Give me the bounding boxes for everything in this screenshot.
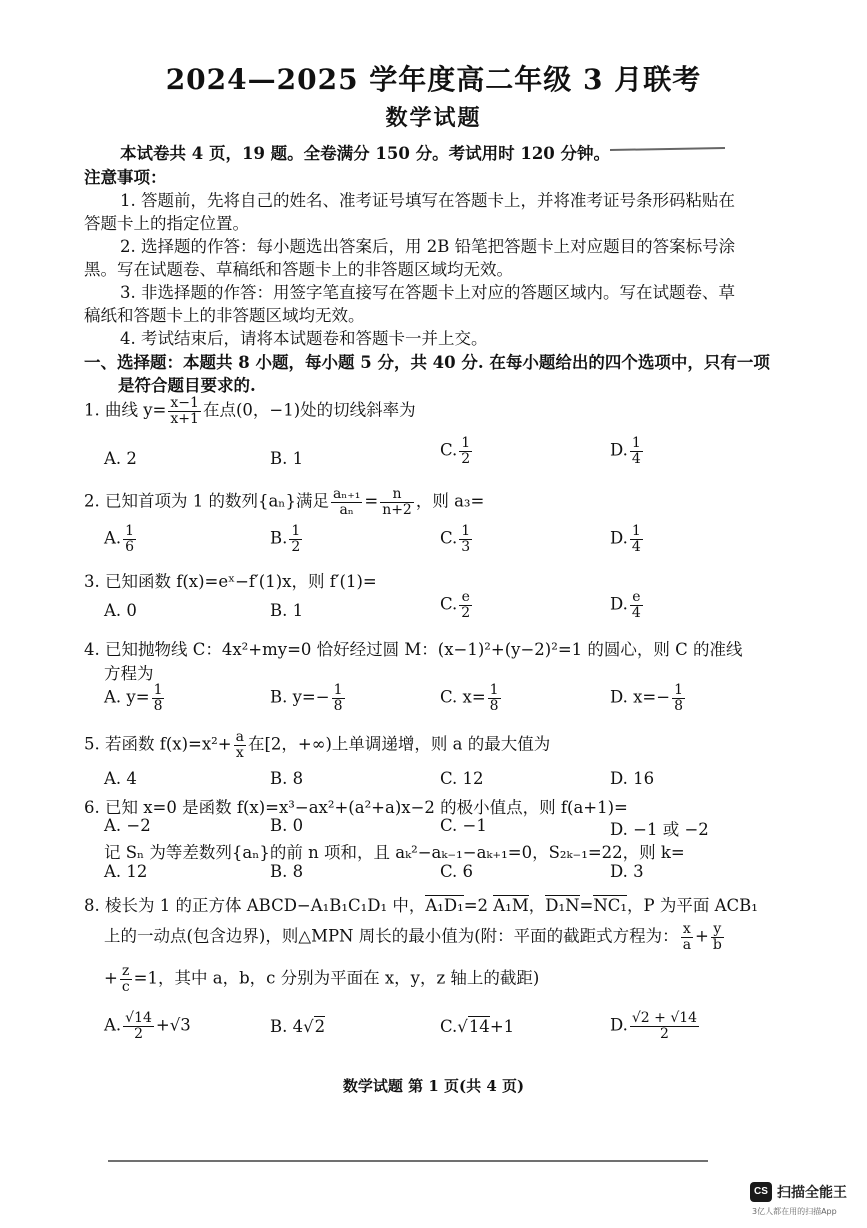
q5-option-b: B. 8 — [270, 769, 304, 788]
q2-ratio: $\frac{\text{aₙ₊₁}}{\text{aₙ}}$ — [332, 486, 361, 518]
q4-option-d: D. x=− $\frac{1}{8}$ — [610, 682, 684, 714]
bottom-rule — [108, 1160, 708, 1162]
q1-fraction: $\frac{x-1}{x+1}$ — [170, 395, 199, 427]
vector-a1m: A₁M — [493, 896, 529, 915]
q7-option-b: B. 8 — [270, 862, 304, 881]
q2-option-b: B. $\frac{1}{2}$ — [270, 523, 301, 555]
camscanner-logo-icon: CS — [750, 1182, 772, 1202]
exam-title: 2024—2025 学年度高二年级 3 月联考 — [165, 63, 702, 96]
q6-option-d: D. −1 或 −2 — [610, 820, 709, 839]
q2-fraction: $\frac{n}{n+2}$ — [382, 486, 412, 518]
note-2-cont: 黑。写在试题卷、草稿纸和答题卡上的非答题区域均无效。 — [84, 260, 513, 279]
question-4-cont: 方程为 — [104, 664, 154, 683]
note-3: 3. 非选择题的作答：用签字笔直接写在答题卡上对应的答题区域内。写在试题卷、草 — [120, 283, 735, 302]
q3-option-d: D. $\frac{e}{4}$ — [610, 589, 641, 621]
watermark-name: 扫描全能王 — [777, 1185, 847, 1201]
q1-option-d: D. $\frac{1}{4}$ — [610, 435, 641, 467]
question-2: 2. 已知首项为 1 的数列{aₙ}满足 $\frac{\text{aₙ₊₁}}{\text{aₙ}}$ = $\frac{n}{n+2}$ ，则 a₃= — [84, 486, 485, 518]
notes-heading: 注意事项： — [84, 168, 167, 187]
question-8-cont: 上的一动点(包含边界)，则△MPN 周长的最小值为(附：平面的截距式方程为： $\frac{x}{a}$ + $\frac{y}{b}$ — [104, 921, 722, 953]
vector-a1d1: A₁D₁ — [425, 896, 464, 915]
vector-d1n: D₁N — [545, 896, 580, 915]
q1-option-a: A. 2 — [104, 449, 137, 468]
q2-option-c: C. $\frac{1}{3}$ — [440, 523, 471, 555]
question-8-cont2: + $\frac{z}{c}$ =1，其中 a，b，c 分别为平面在 x，y，z 轴上的截距) — [104, 963, 540, 995]
section-heading: 一、选择题：本题共 8 小题，每小题 5 分，共 40 分. 在每小题给出的四个选项中，只有一项 — [84, 353, 770, 372]
watermark-tagline: 3亿人都在用的扫描App — [752, 1207, 837, 1216]
q3-option-c: C. $\frac{e}{2}$ — [440, 589, 471, 621]
q2-option-a: A. $\frac{1}{6}$ — [104, 523, 135, 555]
question-8: 8. 棱长为 1 的正方体 ABCD−A₁B₁C₁D₁ 中，A₁D₁=2 A₁M，D₁N=NC₁，P 为平面 ACB₁ — [84, 896, 758, 915]
question-7: 记 Sₙ 为等差数列{aₙ}的前 n 项和，且 aₖ²−aₖ₋₁−aₖ₊₁=0，S₂ₖ₋₁=22，则 k= — [104, 843, 685, 862]
note-2: 2. 选择题的作答：每小题选出答案后，用 2B 铅笔把答题卡上对应题目的答案标号涂 — [120, 237, 736, 256]
q1-stem-post: 在点(0，−1)处的切线斜率为 — [202, 400, 416, 420]
q1-stem-pre: 1. 曲线 y= — [84, 400, 167, 420]
q7-option-c: C. 6 — [440, 862, 474, 881]
q6-option-a: A. −2 — [104, 816, 151, 835]
q7-option-d: D. 3 — [610, 862, 644, 881]
q3-option-a: A. 0 — [104, 601, 137, 620]
question-4: 4. 已知抛物线 C：4x²+my=0 恰好经过圆 M：(x−1)²+(y−2)²=1 的圆心，则 C 的准线 — [84, 640, 743, 659]
question-5: 5. 若函数 f(x)=x²+ $\frac{a}{x}$ 在[2，+∞)上单调递增，则 a 的最大值为 — [84, 729, 551, 761]
q7-option-a: A. 12 — [104, 862, 148, 881]
note-1-cont: 答题卡上的指定位置。 — [84, 214, 249, 233]
scanner-watermark — [750, 1180, 860, 1220]
q1-option-c: C. $\frac{1}{2}$ — [440, 435, 471, 467]
q8-option-c: C.√14+1 — [440, 1017, 515, 1036]
vector-nc1: NC₁ — [593, 896, 628, 915]
note-4: 4. 考试结束后，请将本试题卷和答题卡一并上交。 — [120, 329, 488, 348]
question-1 — [84, 396, 416, 426]
q8-option-b: B. 4√2 — [270, 1017, 326, 1036]
q5-option-c: C. 12 — [440, 769, 484, 788]
section-heading-cont: 是符合题目要求的. — [118, 376, 256, 395]
page-footer: 数学试题 第 1 页(共 4 页) — [342, 1077, 525, 1095]
q4-option-b: B. y=− $\frac{1}{8}$ — [270, 682, 343, 714]
pen-stroke — [610, 147, 725, 151]
exam-subject: 数学试题 — [385, 105, 482, 131]
q5-option-a: A. 4 — [104, 769, 137, 788]
q5-option-d: D. 16 — [610, 769, 655, 788]
q4-option-a: A. y= $\frac{1}{8}$ — [104, 682, 163, 714]
exam-meta: 本试卷共 4 页，19 题。全卷满分 150 分。考试用时 120 分钟。 — [120, 144, 611, 163]
q3-option-b: B. 1 — [270, 601, 304, 620]
note-1: 1. 答题前，先将自己的姓名、准考证号填写在答题卡上，并将准考证号条形码粘贴在 — [120, 191, 735, 210]
q8-option-d: D. $\frac{√2 + √14}{2}$ — [610, 1010, 698, 1042]
q1-option-b: B. 1 — [270, 449, 304, 468]
q5-fraction: $\frac{a}{x}$ — [235, 729, 244, 761]
q2-option-d: D. $\frac{1}{4}$ — [610, 523, 641, 555]
q6-option-b: B. 0 — [270, 816, 304, 835]
q4-option-c: C. x= $\frac{1}{8}$ — [440, 682, 499, 714]
q6-option-c: C. −1 — [440, 816, 487, 835]
note-3-cont: 稿纸和答题卡上的非答题区域均无效。 — [84, 306, 365, 325]
question-6: 6. 已知 x=0 是函数 f(x)=x³−ax²+(a²+a)x−2 的极小值点，则 f(a+1)= — [84, 798, 628, 817]
q8-option-a: A. $\frac{√14}{2}$ +√3 — [104, 1010, 191, 1042]
question-3: 3. 已知函数 f(x)=eˣ−f′(1)x，则 f′(1)= — [84, 572, 377, 591]
